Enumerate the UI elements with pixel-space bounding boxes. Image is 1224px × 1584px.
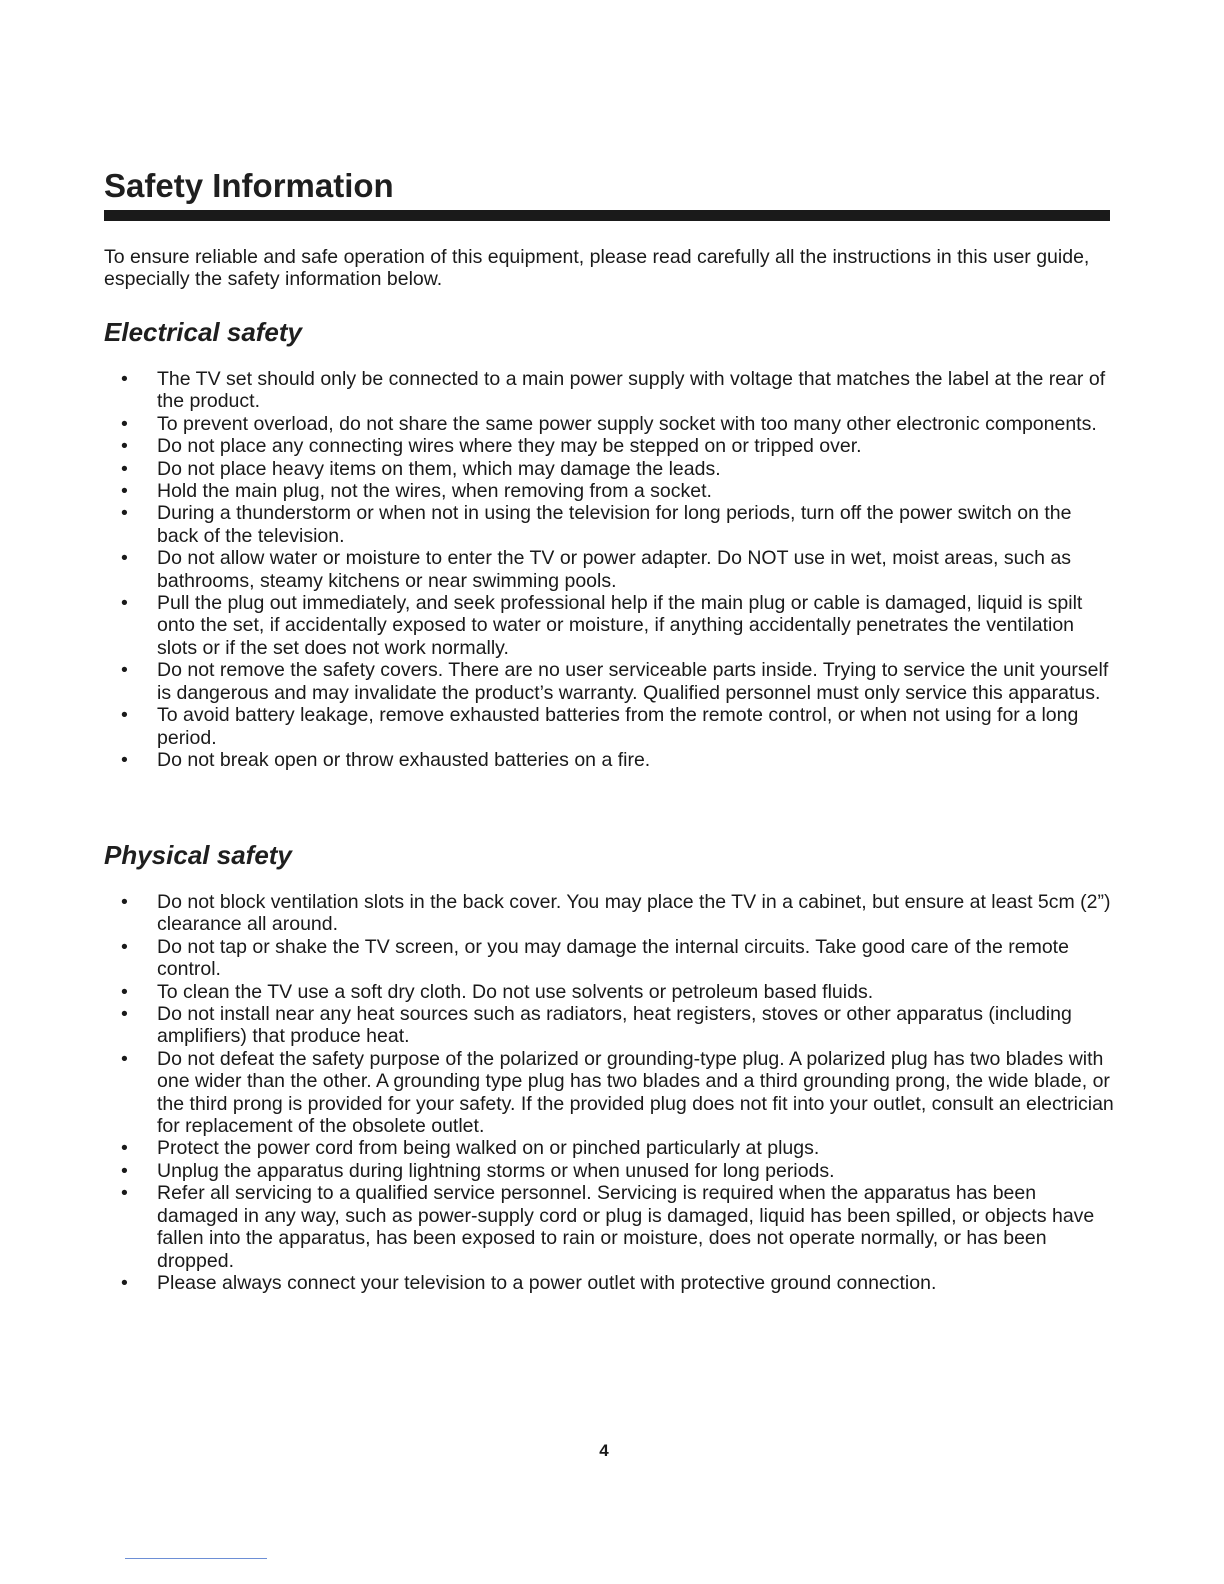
list-item: • Pull the plug out immediately, and seek professional help if the main plug or cable is damaged, liquid is spilt onto the set, if accidentally exposed to water or moisture, if anything accidentally penetrates the ventilation slots or if the set does not work normally. [104,592,1114,659]
list-item: • To prevent overload, do not share the same power supply socket with too many other electronic components. [104,413,1114,435]
list-item: • Do not place heavy items on them, which may damage the leads. [104,458,1114,480]
list-item: • Unplug the apparatus during lightning storms or when unused for long periods. [104,1160,1114,1182]
list-item: • During a thunderstorm or when not in using the television for long periods, turn off the power switch on the back of the television. [104,502,1114,547]
list-item: • The TV set should only be connected to a main power supply with voltage that matches the label at the rear of the product. [104,368,1114,413]
title-rule [104,210,1110,221]
list-item: • Do not allow water or moisture to enter the TV or power adapter. Do NOT use in wet, moist areas, such as bathrooms, steamy kitchens or near swimming pools. [104,547,1114,592]
intro-paragraph: To ensure reliable and safe operation of this equipment, please read carefully all the instructions in this user guide, especially the safety information below. [104,246,1090,291]
section-heading-electrical: Electrical safety [104,317,303,347]
list-item: • Do not tap or shake the TV screen, or you may damage the internal circuits. Take good care of the remote control. [104,936,1114,981]
page-number: 4 [599,1441,609,1460]
list-item: • Hold the main plug, not the wires, when removing from a socket. [104,480,1114,502]
list-item: • Protect the power cord from being walked on or pinched particularly at plugs. [104,1137,1114,1159]
list-item: • Do not place any connecting wires where they may be stepped on or tripped over. [104,435,1114,457]
electrical-safety-list [104,368,1114,771]
list-item: • Do not defeat the safety purpose of the polarized or grounding-type plug. A polarized plug has two blades with one wider than the other. A grounding type plug has two blades and a third grounding prong, the wide blade, or the third prong is provided for your safety. If the provided plug does not fit into your outlet, consult an electrician for replacement of the obsolete outlet. [104,1048,1114,1138]
list-item: • To avoid battery leakage, remove exhausted batteries from the remote control, or when not using for a long period. [104,704,1114,749]
page-title: Safety Information [104,167,394,204]
footer-line [125,1558,267,1559]
list-item: • Do not remove the safety covers. There are no user serviceable parts inside. Trying to service the unit yourself is dangerous and may invalidate the product’s warranty. Qualified personnel must only service this apparatus. [104,659,1114,704]
list-item: • Do not break open or throw exhausted batteries on a fire. [104,749,1114,771]
physical-safety-list [104,891,1114,1294]
list-item: • Refer all servicing to a qualified service personnel. Servicing is required when the apparatus has been damaged in any way, such as power-supply cord or plug is damaged, liquid has been spilled, or objects have fallen into the apparatus, has been exposed to rain or moisture, does not operate normally, or has been dropped. [104,1182,1114,1272]
section-heading-physical: Physical safety [104,840,292,870]
list-item: • Please always connect your television to a power outlet with protective ground connection. [104,1272,1114,1294]
list-item: • Do not install near any heat sources such as radiators, heat registers, stoves or other apparatus (including amplifiers) that produce heat. [104,1003,1114,1048]
list-item: • To clean the TV use a soft dry cloth. Do not use solvents or petroleum based fluids. [104,981,1114,1003]
list-item: • Do not block ventilation slots in the back cover. You may place the TV in a cabinet, but ensure at least 5cm (2”) clearance all around. [104,891,1114,936]
